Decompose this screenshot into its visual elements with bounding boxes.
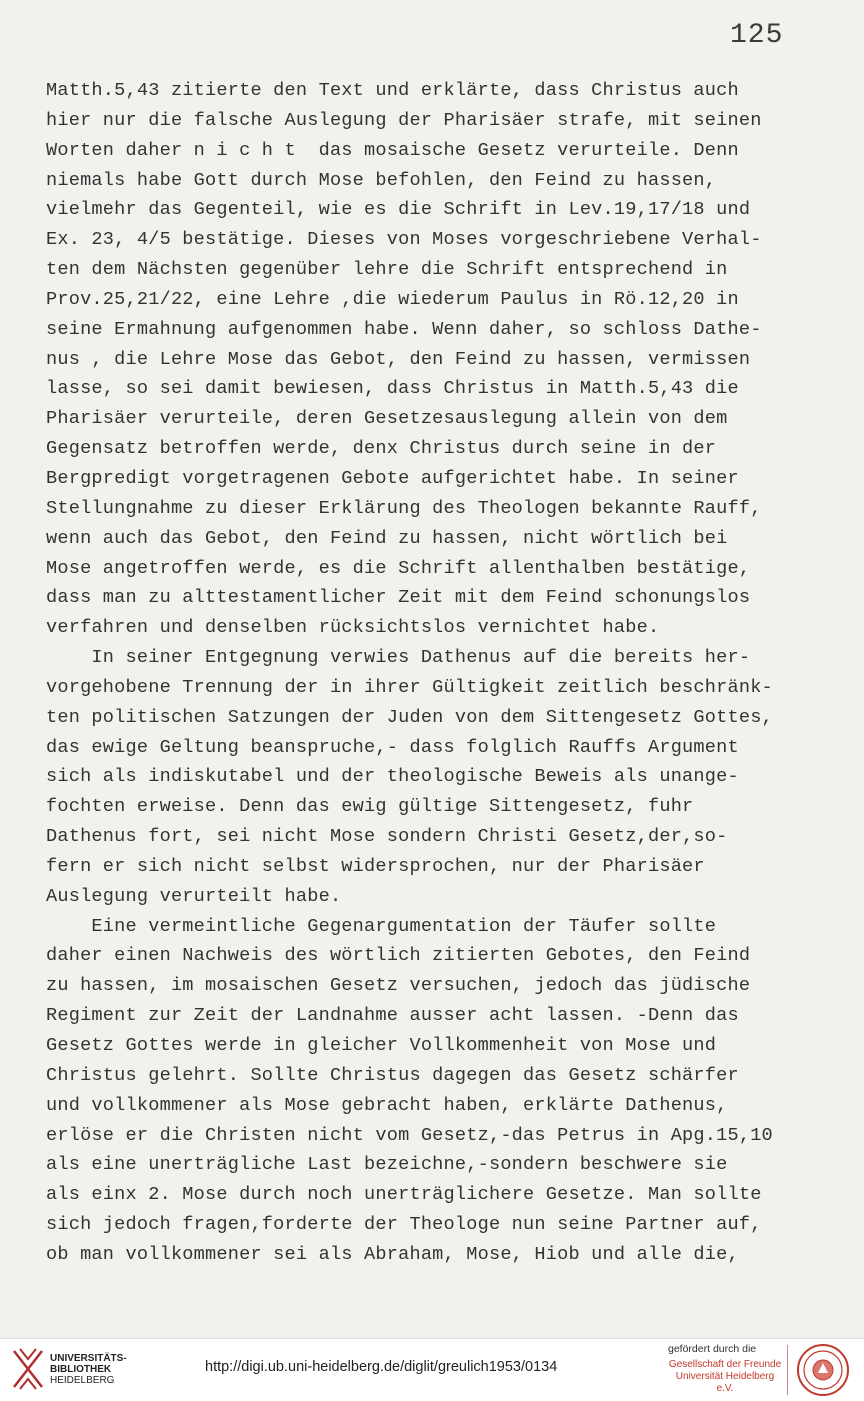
text-line: Eine vermeintliche Gegenargumentation der Täufer sollte (46, 915, 717, 937)
text-line: das ewige Geltung beanspruche,- dass folglich Rauffs Argument (46, 736, 739, 758)
library-name-line3: HEIDELBERG (50, 1375, 115, 1386)
text-line: ten politischen Satzungen der Juden von dem Sittengesetz Gottes, (46, 706, 773, 728)
text-line: Pharisäer verurteile, deren Gesetzesauslegung allein von dem (46, 408, 728, 430)
text-line: hier nur die falsche Auslegung der Pharisäer strafe, mit seinen (46, 109, 762, 131)
body-text (46, 76, 846, 1270)
text-line: Gegensatz betroffen werde, denx Christus durch seine in der (46, 438, 717, 460)
text-line: daher einen Nachweis des wörtlich zitierten Gebotes, den Feind (46, 945, 751, 967)
text-line: ob man vollkommener sei als Abraham, Mose, Hiob und alle die, (46, 1243, 739, 1265)
text-line: Matth.5,43 zitierte den Text und erklärte, dass Christus auch (46, 80, 739, 101)
university-seal-icon (796, 1343, 850, 1397)
text-line: lasse, so sei damit bewiesen, dass Christus in Matth.5,43 die (46, 378, 739, 400)
text-line: seine Ermahnung aufgenommen habe. Wenn daher, so schloss Dathe- (46, 318, 762, 340)
library-name-line2: BIBLIOTHEK (50, 1364, 112, 1375)
text-line: Ex. 23, 4/5 bestätige. Dieses von Moses vorgeschriebene Verhal- (46, 229, 762, 251)
text-line: niemals habe Gott durch Mose befohlen, den Feind zu hassen, (46, 169, 717, 191)
university-library-logo-icon (8, 1345, 48, 1393)
text-line: sich als indiskutabel und der theologische Beweis als unange- (46, 766, 739, 788)
viewer-footer (0, 1338, 864, 1401)
text-line: vielmehr das Gegenteil, wie es die Schrift in Lev.19,17/18 und (46, 199, 751, 221)
text-line: als eine unerträgliche Last bezeichne,-sondern beschwere sie (46, 1154, 728, 1176)
text-line: fern er sich nicht selbst widersprochen, nur der Pharisäer (46, 855, 705, 877)
sponsor-divider (787, 1345, 788, 1395)
page-number: 125 (730, 20, 784, 51)
sponsor-name (666, 1359, 784, 1395)
text-line: wenn auch das Gebot, den Feind zu hassen, nicht wörtlich bei (46, 527, 728, 549)
text-line: Auslegung verurteilt habe. (46, 885, 342, 907)
text-line: In seiner Entgegnung verwies Dathenus auf die bereits her- (46, 647, 751, 669)
text-line: Regiment zur Zeit der Landnahme ausser acht lassen. -Denn das (46, 1005, 739, 1027)
text-line: vorgehobene Trennung der in ihrer Gültigkeit zeitlich beschränk- (46, 676, 773, 698)
text-line: dass man zu alttestamentlicher Zeit mit dem Feind schonungslos (46, 587, 751, 609)
document-url-link[interactable]: http://digi.ub.uni-heidelberg.de/diglit/greulich1953/0134 (205, 1359, 558, 1375)
text-line: zu hassen, im mosaischen Gesetz versuchen, jedoch das jüdische (46, 975, 751, 997)
text-line: Prov.25,21/22, eine Lehre ,die wiederum Paulus in Rö.12,20 in (46, 288, 739, 310)
sponsor-name-line1: Gesellschaft der Freunde (668, 1359, 782, 1370)
sponsor-name-line2: Universität Heidelberg e.V. (675, 1371, 775, 1394)
text-line: Stellungnahme zu dieser Erklärung des Theologen bekannte Rauff, (46, 497, 762, 519)
text-line: als einx 2. Mose durch noch unerträglichere Gesetze. Man sollte (46, 1184, 762, 1206)
text-line: Worten daher n i c h t das mosaische Gesetz verurteile. Denn (46, 139, 739, 161)
text-line: ten dem Nächsten gegenüber lehre die Schrift entsprechend in (46, 259, 728, 281)
text-line: Dathenus fort, sei nicht Mose sondern Christi Gesetz,der,so- (46, 826, 728, 848)
text-line: und vollkommener als Mose gebracht haben, erklärte Dathenus, (46, 1094, 728, 1116)
text-line: erlöse er die Christen nicht vom Gesetz,-das Petrus in Apg.15,10 (46, 1124, 773, 1146)
text-line: verfahren und denselben rücksichtslos vernichtet habe. (46, 617, 660, 639)
text-line: Christus gelehrt. Sollte Christus dagegen das Gesetz schärfer (46, 1064, 739, 1086)
text-line: nus , die Lehre Mose das Gebot, den Feind zu hassen, vermissen (46, 348, 751, 370)
sponsor-label: gefördert durch die (668, 1343, 757, 1355)
library-name (50, 1353, 170, 1386)
text-line: sich jedoch fragen,forderte der Theologe nun seine Partner auf, (46, 1214, 762, 1236)
text-line: fochten erweise. Denn das ewig gültige Sittengesetz, fuhr (46, 796, 694, 818)
text-line: Bergpredigt vorgetragenen Gebote aufgerichtet habe. In seiner (46, 467, 739, 489)
library-name-line1: UNIVERSITÄTS- (50, 1353, 127, 1364)
text-line: Mose angetroffen werde, es die Schrift allenthalben bestätige, (46, 557, 751, 579)
text-line: Gesetz Gottes werde in gleicher Vollkommenheit von Mose und (46, 1035, 717, 1056)
